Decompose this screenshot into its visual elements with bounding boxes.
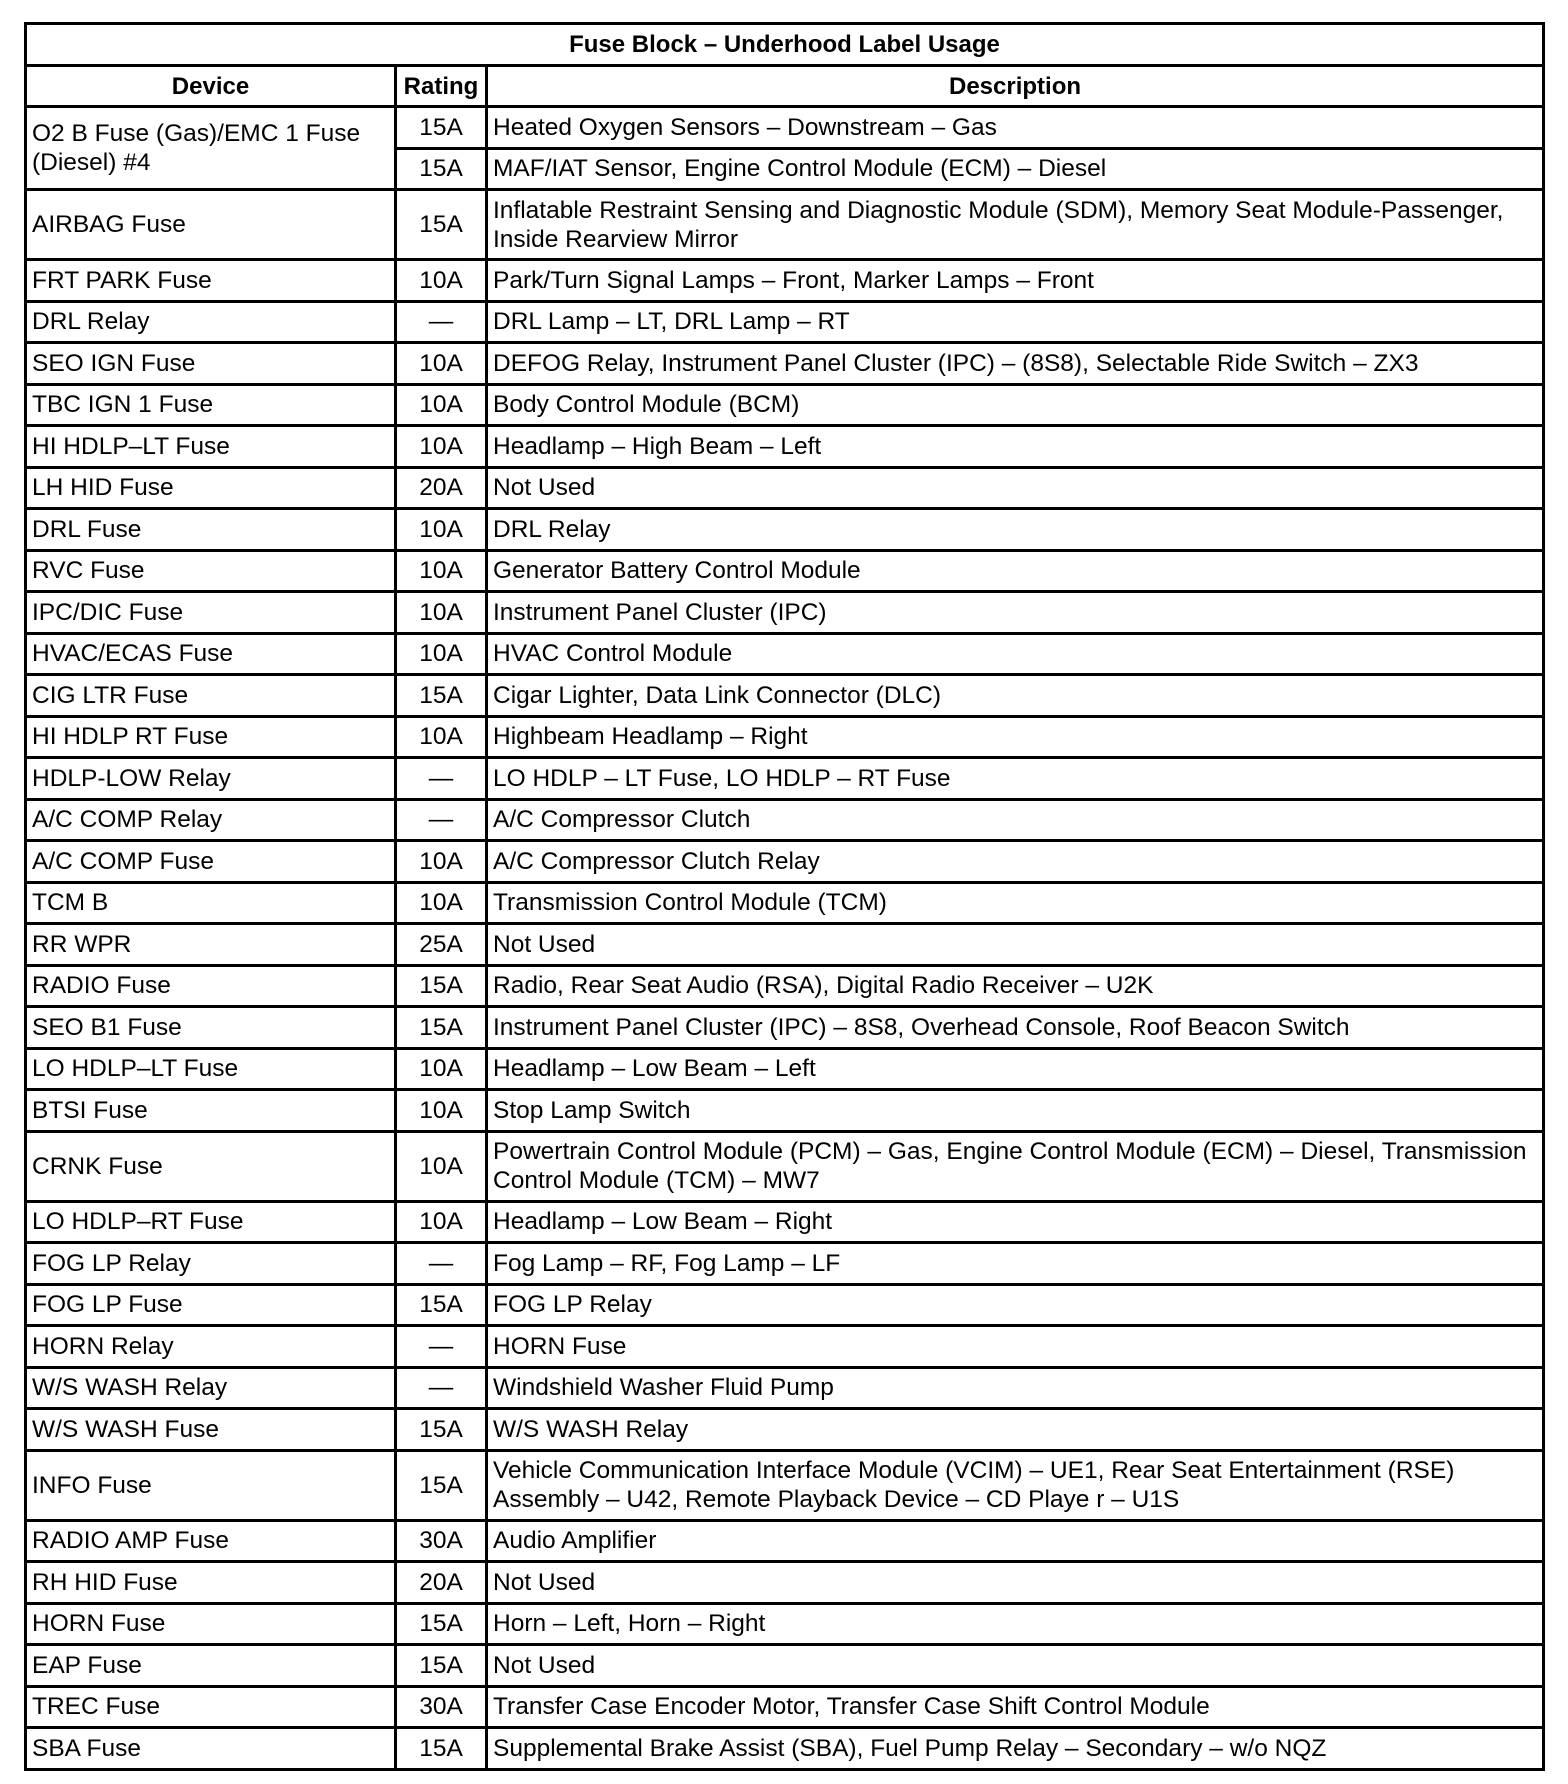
- table-row: [26, 633, 1544, 675]
- description-cell: Windshield Washer Fluid Pump: [487, 1367, 1544, 1409]
- device-cell: A/C COMP Fuse: [26, 841, 396, 883]
- description-cell: Not Used: [487, 1645, 1544, 1687]
- table-row: [26, 260, 1544, 302]
- device-cell: TREC Fuse: [26, 1686, 396, 1728]
- rating-cell: 15A: [396, 675, 487, 717]
- description-cell: Park/Turn Signal Lamps – Front, Marker Lamps – Front: [487, 260, 1544, 302]
- device-cell: LH HID Fuse: [26, 467, 396, 509]
- description-cell: DEFOG Relay, Instrument Panel Cluster (IPC) – (8S8), Selectable Ride Switch – ZX3: [487, 343, 1544, 385]
- column-header-device: Device: [26, 66, 396, 107]
- description-cell: Horn – Left, Horn – Right: [487, 1603, 1544, 1645]
- description-cell: Inflatable Restraint Sensing and Diagnostic Module (SDM), Memory Seat Module-Passenger, Inside Rearview Mirror: [487, 190, 1544, 260]
- rating-cell: 15A: [396, 107, 487, 149]
- rating-cell: 10A: [396, 509, 487, 551]
- description-cell: Headlamp – Low Beam – Right: [487, 1201, 1544, 1243]
- description-cell: DRL Relay: [487, 509, 1544, 551]
- description-cell: Headlamp – High Beam – Left: [487, 426, 1544, 468]
- device-cell: HI HDLP–LT Fuse: [26, 426, 396, 468]
- device-cell: IPC/DIC Fuse: [26, 592, 396, 634]
- rating-cell: 15A: [396, 148, 487, 190]
- table-row: [26, 675, 1544, 717]
- device-cell: INFO Fuse: [26, 1450, 396, 1520]
- table-row: [26, 384, 1544, 426]
- device-cell: CIG LTR Fuse: [26, 675, 396, 717]
- description-cell: Not Used: [487, 924, 1544, 966]
- description-cell: Instrument Panel Cluster (IPC) – 8S8, Overhead Console, Roof Beacon Switch: [487, 1007, 1544, 1049]
- description-cell: FOG LP Relay: [487, 1284, 1544, 1326]
- rating-cell: 10A: [396, 343, 487, 385]
- rating-cell: 30A: [396, 1686, 487, 1728]
- rating-cell: 15A: [396, 1284, 487, 1326]
- table-row: [26, 1520, 1544, 1562]
- description-cell: Powertrain Control Module (PCM) – Gas, Engine Control Module (ECM) – Diesel, Transmission Control Module (TCM) – MW7: [487, 1131, 1544, 1201]
- description-cell: Supplemental Brake Assist (SBA), Fuel Pump Relay – Secondary – w/o NQZ: [487, 1728, 1544, 1770]
- description-cell: Heated Oxygen Sensors – Downstream – Gas: [487, 107, 1544, 149]
- rating-cell: 15A: [396, 1645, 487, 1687]
- device-cell: AIRBAG Fuse: [26, 190, 396, 260]
- table-body: [26, 107, 1544, 1770]
- table-row: [26, 1409, 1544, 1451]
- rating-cell: 15A: [396, 190, 487, 260]
- rating-cell: 10A: [396, 1090, 487, 1132]
- description-cell: HVAC Control Module: [487, 633, 1544, 675]
- device-cell: W/S WASH Fuse: [26, 1409, 396, 1451]
- table-row: [26, 1450, 1544, 1520]
- description-cell: MAF/IAT Sensor, Engine Control Module (ECM) – Diesel: [487, 148, 1544, 190]
- device-cell: RADIO AMP Fuse: [26, 1520, 396, 1562]
- description-cell: Vehicle Communication Interface Module (VCIM) – UE1, Rear Seat Entertainment (RSE) Assembly – U42, Remote Playback Device – CD Playe r – U1S: [487, 1450, 1544, 1520]
- description-cell: Audio Amplifier: [487, 1520, 1544, 1562]
- rating-cell: 15A: [396, 965, 487, 1007]
- description-cell: DRL Lamp – LT, DRL Lamp – RT: [487, 301, 1544, 343]
- table-row: [26, 1645, 1544, 1687]
- rating-cell: 10A: [396, 550, 487, 592]
- device-cell: W/S WASH Relay: [26, 1367, 396, 1409]
- table-header-row: [26, 66, 1544, 107]
- rating-cell: 10A: [396, 716, 487, 758]
- device-cell: FOG LP Relay: [26, 1243, 396, 1285]
- table-row: [26, 467, 1544, 509]
- description-cell: LO HDLP – LT Fuse, LO HDLP – RT Fuse: [487, 758, 1544, 800]
- device-cell: BTSI Fuse: [26, 1090, 396, 1132]
- table-row: [26, 509, 1544, 551]
- description-cell: HORN Fuse: [487, 1326, 1544, 1368]
- table-title-row: [26, 24, 1544, 66]
- device-cell: SBA Fuse: [26, 1728, 396, 1770]
- table-row: [26, 799, 1544, 841]
- device-cell: DRL Fuse: [26, 509, 396, 551]
- rating-cell: 10A: [396, 1048, 487, 1090]
- table-row: [26, 841, 1544, 883]
- description-cell: Instrument Panel Cluster (IPC): [487, 592, 1544, 634]
- rating-cell: 10A: [396, 592, 487, 634]
- rating-cell: 20A: [396, 1562, 487, 1604]
- rating-cell: 10A: [396, 426, 487, 468]
- table-row: [26, 1201, 1544, 1243]
- table-row: [26, 107, 1544, 149]
- table-row: [26, 1131, 1544, 1201]
- description-cell: Transmission Control Module (TCM): [487, 882, 1544, 924]
- rating-cell: 30A: [396, 1520, 487, 1562]
- device-cell: TCM B: [26, 882, 396, 924]
- device-cell: LO HDLP–LT Fuse: [26, 1048, 396, 1090]
- table-row: [26, 882, 1544, 924]
- device-cell: FRT PARK Fuse: [26, 260, 396, 302]
- device-cell: SEO B1 Fuse: [26, 1007, 396, 1049]
- device-cell: A/C COMP Relay: [26, 799, 396, 841]
- table-row: [26, 1603, 1544, 1645]
- table-row: [26, 1728, 1544, 1770]
- rating-cell: —: [396, 758, 487, 800]
- description-cell: Cigar Lighter, Data Link Connector (DLC): [487, 675, 1544, 717]
- rating-cell: 15A: [396, 1409, 487, 1451]
- table-row: [26, 1367, 1544, 1409]
- device-cell: LO HDLP–RT Fuse: [26, 1201, 396, 1243]
- description-cell: Body Control Module (BCM): [487, 384, 1544, 426]
- table-row: [26, 1048, 1544, 1090]
- device-cell: HORN Relay: [26, 1326, 396, 1368]
- description-cell: Transfer Case Encoder Motor, Transfer Case Shift Control Module: [487, 1686, 1544, 1728]
- table-row: [26, 1090, 1544, 1132]
- device-cell: TBC IGN 1 Fuse: [26, 384, 396, 426]
- table-row: [26, 190, 1544, 260]
- column-header-rating: Rating: [396, 66, 487, 107]
- rating-cell: —: [396, 1326, 487, 1368]
- column-header-description: Description: [487, 66, 1544, 107]
- device-cell: RR WPR: [26, 924, 396, 966]
- device-cell: HDLP-LOW Relay: [26, 758, 396, 800]
- description-cell: W/S WASH Relay: [487, 1409, 1544, 1451]
- device-cell: DRL Relay: [26, 301, 396, 343]
- device-cell: CRNK Fuse: [26, 1131, 396, 1201]
- table-row: [26, 1686, 1544, 1728]
- device-cell: SEO IGN Fuse: [26, 343, 396, 385]
- rating-cell: 15A: [396, 1728, 487, 1770]
- description-cell: Radio, Rear Seat Audio (RSA), Digital Radio Receiver – U2K: [487, 965, 1544, 1007]
- table-row: [26, 758, 1544, 800]
- table-row: [26, 716, 1544, 758]
- rating-cell: 15A: [396, 1450, 487, 1520]
- device-cell: HI HDLP RT Fuse: [26, 716, 396, 758]
- device-cell: HORN Fuse: [26, 1603, 396, 1645]
- rating-cell: 25A: [396, 924, 487, 966]
- table-row: [26, 301, 1544, 343]
- fuse-usage-table: [24, 22, 1545, 1771]
- description-cell: Generator Battery Control Module: [487, 550, 1544, 592]
- rating-cell: 10A: [396, 1131, 487, 1201]
- rating-cell: —: [396, 1243, 487, 1285]
- rating-cell: 10A: [396, 633, 487, 675]
- rating-cell: —: [396, 301, 487, 343]
- rating-cell: 10A: [396, 1201, 487, 1243]
- rating-cell: 10A: [396, 384, 487, 426]
- table-row: [26, 426, 1544, 468]
- description-cell: A/C Compressor Clutch: [487, 799, 1544, 841]
- device-cell: FOG LP Fuse: [26, 1284, 396, 1326]
- description-cell: Highbeam Headlamp – Right: [487, 716, 1544, 758]
- table-row: [26, 1284, 1544, 1326]
- rating-cell: 10A: [396, 882, 487, 924]
- device-cell: RVC Fuse: [26, 550, 396, 592]
- table-row: [26, 1562, 1544, 1604]
- rating-cell: —: [396, 799, 487, 841]
- rating-cell: 10A: [396, 841, 487, 883]
- table-row: [26, 1243, 1544, 1285]
- description-cell: Headlamp – Low Beam – Left: [487, 1048, 1544, 1090]
- rating-cell: 20A: [396, 467, 487, 509]
- table-row: [26, 343, 1544, 385]
- table-row: [26, 592, 1544, 634]
- table-row: [26, 924, 1544, 966]
- description-cell: Not Used: [487, 467, 1544, 509]
- rating-cell: 15A: [396, 1603, 487, 1645]
- table-title: Fuse Block – Underhood Label Usage: [26, 24, 1544, 66]
- description-cell: Not Used: [487, 1562, 1544, 1604]
- table-row: [26, 1326, 1544, 1368]
- device-cell: EAP Fuse: [26, 1645, 396, 1687]
- table-row: [26, 965, 1544, 1007]
- description-cell: A/C Compressor Clutch Relay: [487, 841, 1544, 883]
- rating-cell: —: [396, 1367, 487, 1409]
- description-cell: Fog Lamp – RF, Fog Lamp – LF: [487, 1243, 1544, 1285]
- rating-cell: 10A: [396, 260, 487, 302]
- table-row: [26, 550, 1544, 592]
- description-cell: Stop Lamp Switch: [487, 1090, 1544, 1132]
- table-row: [26, 1007, 1544, 1049]
- device-cell: HVAC/ECAS Fuse: [26, 633, 396, 675]
- device-cell: O2 B Fuse (Gas)/EMC 1 Fuse (Diesel) #4: [26, 107, 396, 190]
- device-cell: RADIO Fuse: [26, 965, 396, 1007]
- device-cell: RH HID Fuse: [26, 1562, 396, 1604]
- rating-cell: 15A: [396, 1007, 487, 1049]
